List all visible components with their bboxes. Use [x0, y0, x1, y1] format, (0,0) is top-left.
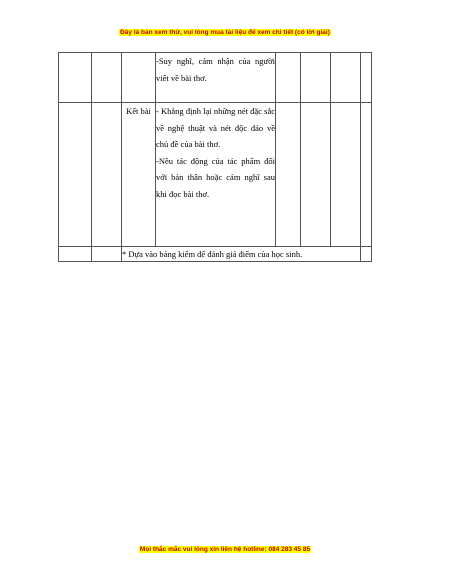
content-cell [156, 103, 276, 247]
table-cell [59, 247, 92, 262]
table-cell [331, 103, 361, 247]
table-cell [361, 247, 372, 262]
section-label: Kết bài [126, 106, 151, 116]
table-cell [92, 103, 122, 247]
table-cell [276, 103, 301, 247]
criterion-text: -Nêu tác động của tác phẩm đối với bản thân hoặc cảm nghĩ sau khi đọc bài thơ. [156, 155, 275, 199]
rubric-table [58, 52, 372, 262]
preview-banner [0, 29, 450, 36]
table-cell [92, 247, 122, 262]
content-cell [156, 53, 276, 103]
criterion-text: - Khẳng định lại những nét đặc sắc về nghệ thuật và nét độc đáo về chủ đề của bài thơ. [156, 106, 275, 149]
table-cell [301, 53, 331, 103]
section-cell [122, 103, 156, 247]
table-cell [361, 53, 372, 103]
section-cell [122, 53, 156, 103]
table-row [59, 247, 372, 262]
table-cell [331, 53, 361, 103]
table-cell [59, 103, 92, 247]
table-row [59, 53, 372, 103]
table-cell [276, 53, 301, 103]
contact-banner [0, 546, 450, 553]
table-cell [59, 53, 92, 103]
contact-banner-text: Mọi thắc mắc vui lòng xin liên hệ hotline: 084 283 45 85 [139, 546, 311, 553]
table-cell [301, 103, 331, 247]
table-row [59, 103, 372, 247]
preview-banner-text: Đây là bản xem thử, vui lòng mua tài liệu để xem chi tiết (có lời giải) [120, 29, 330, 36]
table-note: * Dựa vào bảng kiểm để đánh giá điểm của học sinh. [122, 247, 361, 262]
criterion-text: -Suy nghĩ, cảm nhận của người viết về bài thơ. [156, 56, 275, 83]
table-cell [361, 103, 372, 247]
table-cell [92, 53, 122, 103]
